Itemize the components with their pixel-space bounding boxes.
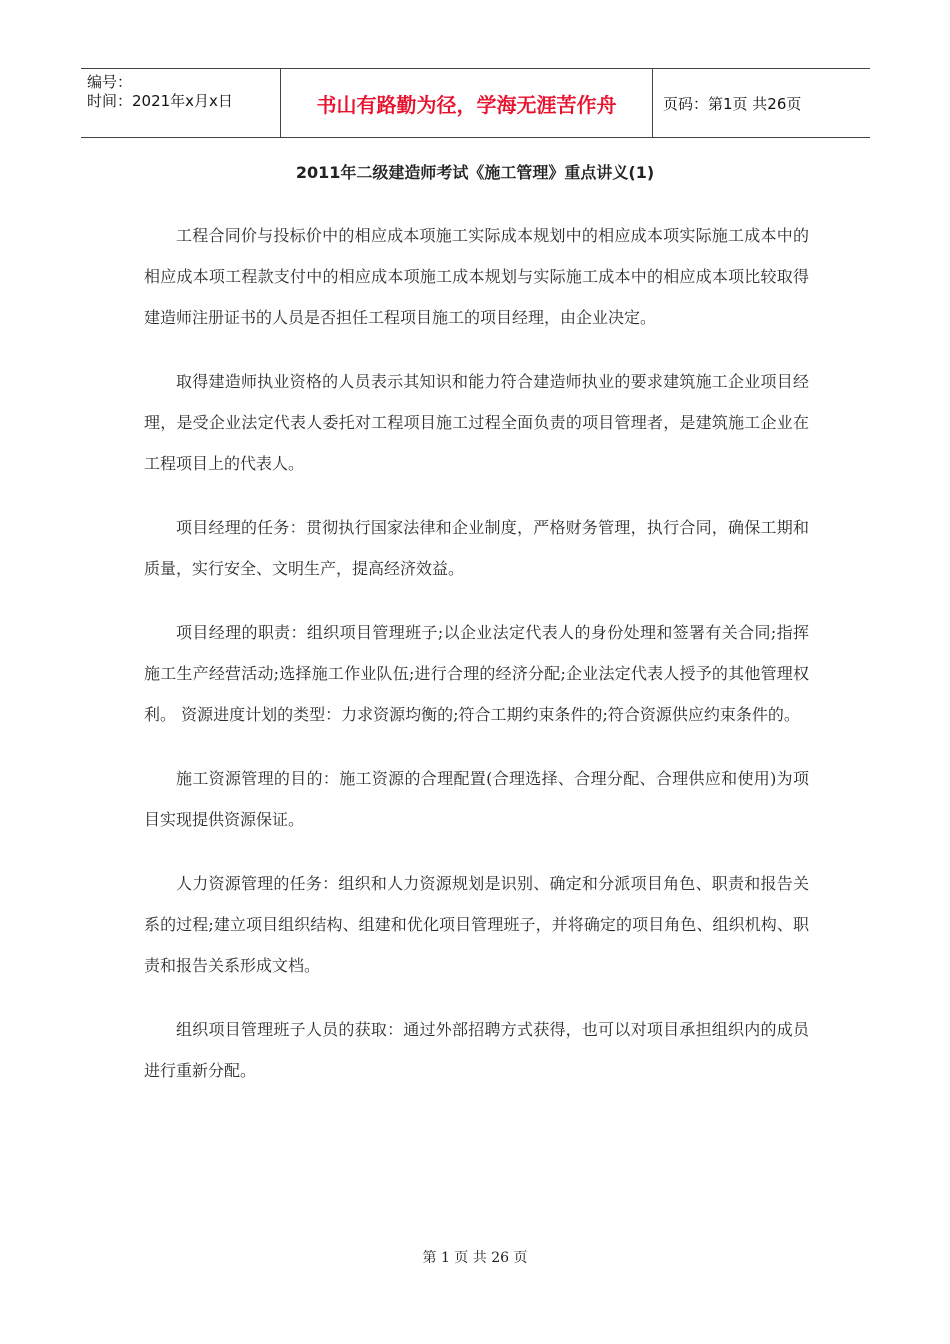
paragraph: 项目经理的任务：贯彻执行国家法律和企业制度，严格财务管理，执行合同，确保工期和质量，实行安全、文明生产，提高经济效益。	[144, 518, 809, 578]
paragraph: 项目经理的职责：组织项目管理班子;以企业法定代表人的身份处理和签署有关合同;指挥施工生产经营活动;选择施工作业队伍;进行合理的经济分配;企业法定代表人授予的其他管理权利。 资源进度计划的类型：力求资源均衡的;符合工期约束条件的;符合资源供应约束条件的。	[144, 623, 809, 724]
page-header	[81, 68, 870, 138]
paragraph: 取得建造师执业资格的人员表示其知识和能力符合建造师执业的要求建筑施工企业项目经理，是受企业法定代表人委托对工程项目施工过程全面负责的项目管理者，是建筑施工企业在工程项目上的代表人。	[144, 372, 809, 473]
document-title: 2011年二级建造师考试《施工管理》重点讲义(1)	[295, 163, 655, 182]
header-motto: 书山有路勤为径，学海无涯苦作舟	[281, 69, 653, 137]
paragraph: 人力资源管理的任务：组织和人力资源规划是识别、确定和分派项目角色、职责和报告关系的过程;建立项目组织结构、组建和优化项目管理班子，并将确定的项目角色、组织机构、职责和报告关系形成文档。	[144, 874, 809, 975]
document-body	[144, 215, 809, 1114]
header-meta	[81, 69, 281, 137]
document-number-label: 编号：	[87, 73, 133, 91]
paragraph: 组织项目管理班子人员的获取：通过外部招聘方式获得，也可以对项目承担组织内的成员进行重新分配。	[144, 1020, 809, 1080]
header-page-info: 页码：第1页 共26页	[663, 94, 802, 113]
page-footer: 第 1 页 共 26 页	[422, 1250, 528, 1266]
paragraph: 施工资源管理的目的：施工资源的合理配置(合理选择、合理分配、合理供应和使用)为项目实现提供资源保证。	[144, 769, 809, 829]
document-time-label: 时间：2021年x月x日	[87, 92, 233, 110]
paragraph: 工程合同价与投标价中的相应成本项施工实际成本规划中的相应成本项实际施工成本中的相应成本项工程款支付中的相应成本项施工成本规划与实际施工成本中的相应成本项比较取得建造师注册证书的人员是否担任工程项目施工的项目经理，由企业决定。	[144, 226, 809, 327]
